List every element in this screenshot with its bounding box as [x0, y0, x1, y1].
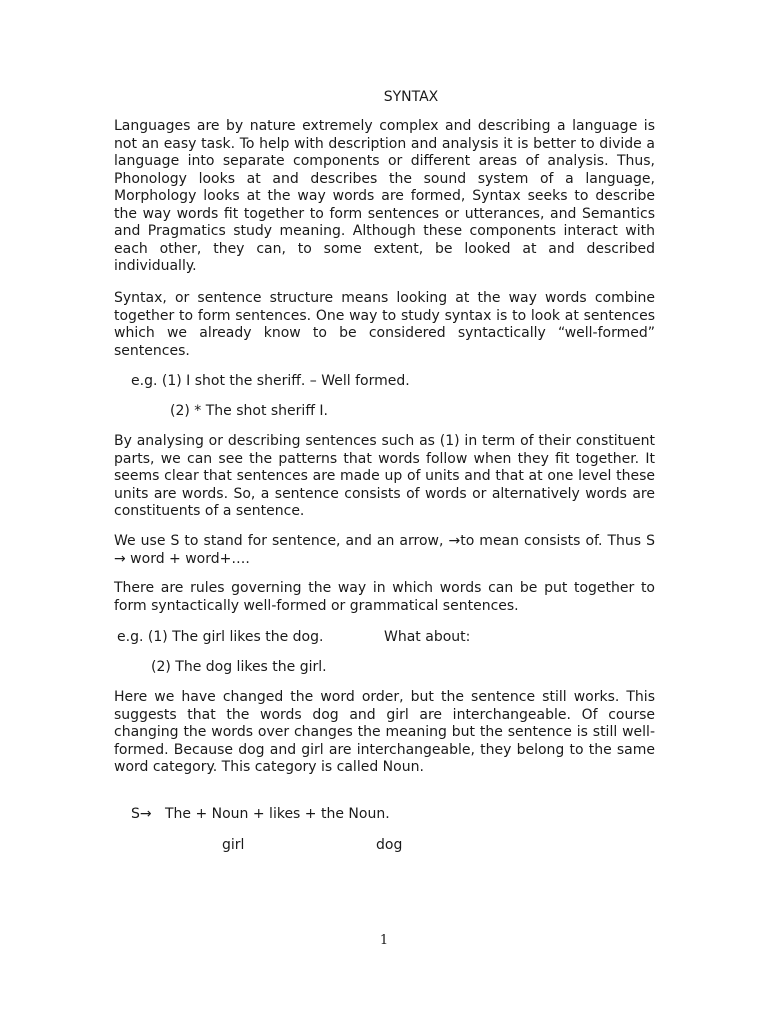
- what-about-label: What about:: [384, 629, 471, 645]
- example-ill-formed: (2) * The shot sheriff I.: [170, 403, 328, 419]
- paragraph-notation: We use S to stand for sentence, and an arrow, →to mean consists of. Thus S → word + word+….: [114, 533, 655, 567]
- example-dog-likes-girl: (2) The dog likes the girl.: [151, 659, 327, 675]
- paragraph-noun-category: Here we have changed the word order, but the sentence still works. This suggests that the words dog and girl are interchangeable. Of course changing the words over changes the meaning but the sentence is still well-formed. Because dog and girl are interchangeable, they belong to the same word category. This category is called Noun.: [114, 689, 655, 775]
- noun-example-girl: girl: [222, 837, 245, 853]
- paragraph-intro: Languages are by nature extremely complex and describing a language is not an easy task. To help with description and analysis it is better to divide a language into separate components or different areas of analysis. Thus, Phonology looks at and describes the sound system of a language, Morphology looks at the way words are formed, Syntax seeks to describe the way words fit together to form sentences or utterances, and Semantics and Pragmatics study meaning. Although these components interact with each other, they can, to some extent, be looked at and described individually.: [114, 118, 655, 274]
- example-girl-likes-dog: e.g. (1) The girl likes the dog.: [117, 629, 324, 645]
- page-number: 1: [379, 933, 389, 948]
- paragraph-rules: There are rules governing the way in which words can be put together to form syntactically well-formed or grammatical sentences.: [114, 580, 655, 614]
- paragraph-syntax-definition: Syntax, or sentence structure means looking at the way words combine together to form sentences. One way to study syntax is to look at sentences which we already know to be considered syntactically “well-formed” sentences.: [114, 290, 655, 359]
- document-title: SYNTAX: [383, 89, 439, 105]
- paragraph-constituents: By analysing or describing sentences such as (1) in term of their constituent parts, we can see the patterns that words follow when they fit together. It seems clear that sentences are made up of units and that at one level these units are words. So, a sentence consists of words or alternatively words are constituents of a sentence.: [114, 433, 655, 519]
- syntax-rule: S→ The + Noun + likes + the Noun.: [131, 806, 390, 822]
- example-well-formed: e.g. (1) I shot the sheriff. – Well formed.: [131, 373, 410, 389]
- noun-example-dog: dog: [376, 837, 403, 853]
